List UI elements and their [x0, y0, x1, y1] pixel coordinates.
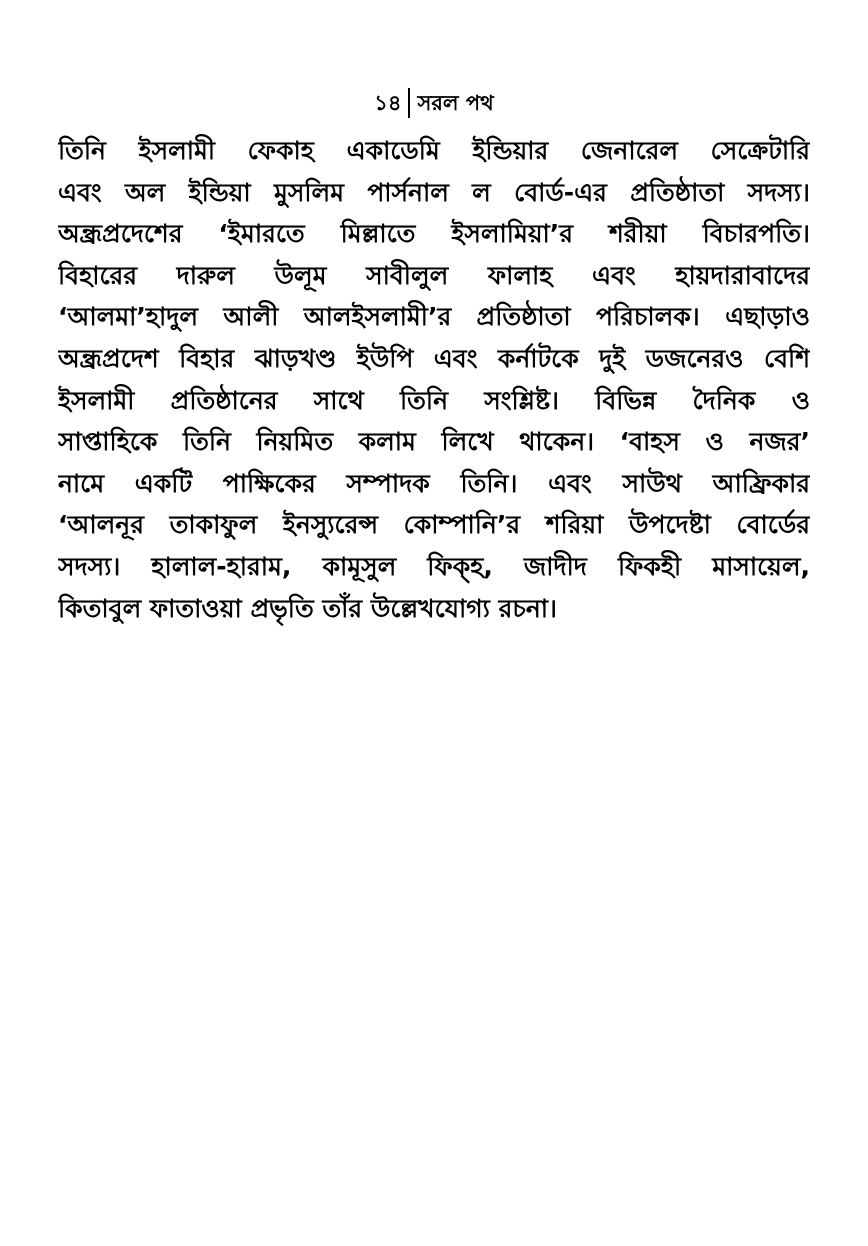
running-header [0, 88, 868, 118]
text-line: ‘আলনূর তাকাফুল ইনস্যুরেন্স কোম্পানি’র শরিয়া উপদেষ্টা বোর্ডের [58, 510, 810, 540]
body-paragraph [58, 130, 810, 629]
text-line: অন্ধ্রপ্রদেশ বিহার ঝাড়খণ্ড ইউপি এবং কর্নাটকে দুই ডজনেরও বেশি [58, 343, 810, 373]
text-line: তিনি ইসলামী ফেকাহ একাডেমি ইন্ডিয়ার জেনারেল সেক্রেটারি [58, 136, 810, 165]
text-line: সদস্য। হালাল-হারাম, কামূসুল ফিক্হ, জাদীদ ফিকহী মাসায়েল, [58, 551, 810, 581]
book-title: সরল পথ [417, 91, 494, 115]
text-line: ইসলামী প্রতিষ্ঠানের সাথে তিনি সংশ্লিষ্ট। বিভিন্ন দৈনিক ও [58, 385, 810, 415]
text-line: নামে একটি পাক্ষিকের সম্পাদক তিনি। এবং সাউথ আফ্রিকার [58, 468, 810, 498]
text-line: ‘আলমা’হাদুল আলী আলইসলামী’র প্রতিষ্ঠাতা পরিচালক। এছাড়াও [58, 302, 810, 332]
text-line: অন্ধ্রপ্রদেশের ‘ইমারতে মিল্লাতে ইসলামিয়া’র শরীয়া বিচারপতি। [58, 219, 810, 249]
text-line: বিহারের দারুল উলূম সাবীলুল ফালাহ এবং হায়দারাবাদের [58, 260, 810, 290]
page-number: ১৪ [374, 88, 409, 118]
text-line: কিতাবুল ফাতাওয়া প্রভৃতি তাঁর উল্লেখযোগ্য রচনা। [58, 593, 557, 623]
text-line: সাপ্তাহিকে তিনি নিয়মিত কলাম লিখে থাকেন। ‘বাহস ও নজর’ [58, 427, 810, 457]
text-line: এবং অল ইন্ডিয়া মুসলিম পার্সনাল ল বোর্ড-এর প্রতিষ্ঠাতা সদস্য। [58, 177, 810, 207]
